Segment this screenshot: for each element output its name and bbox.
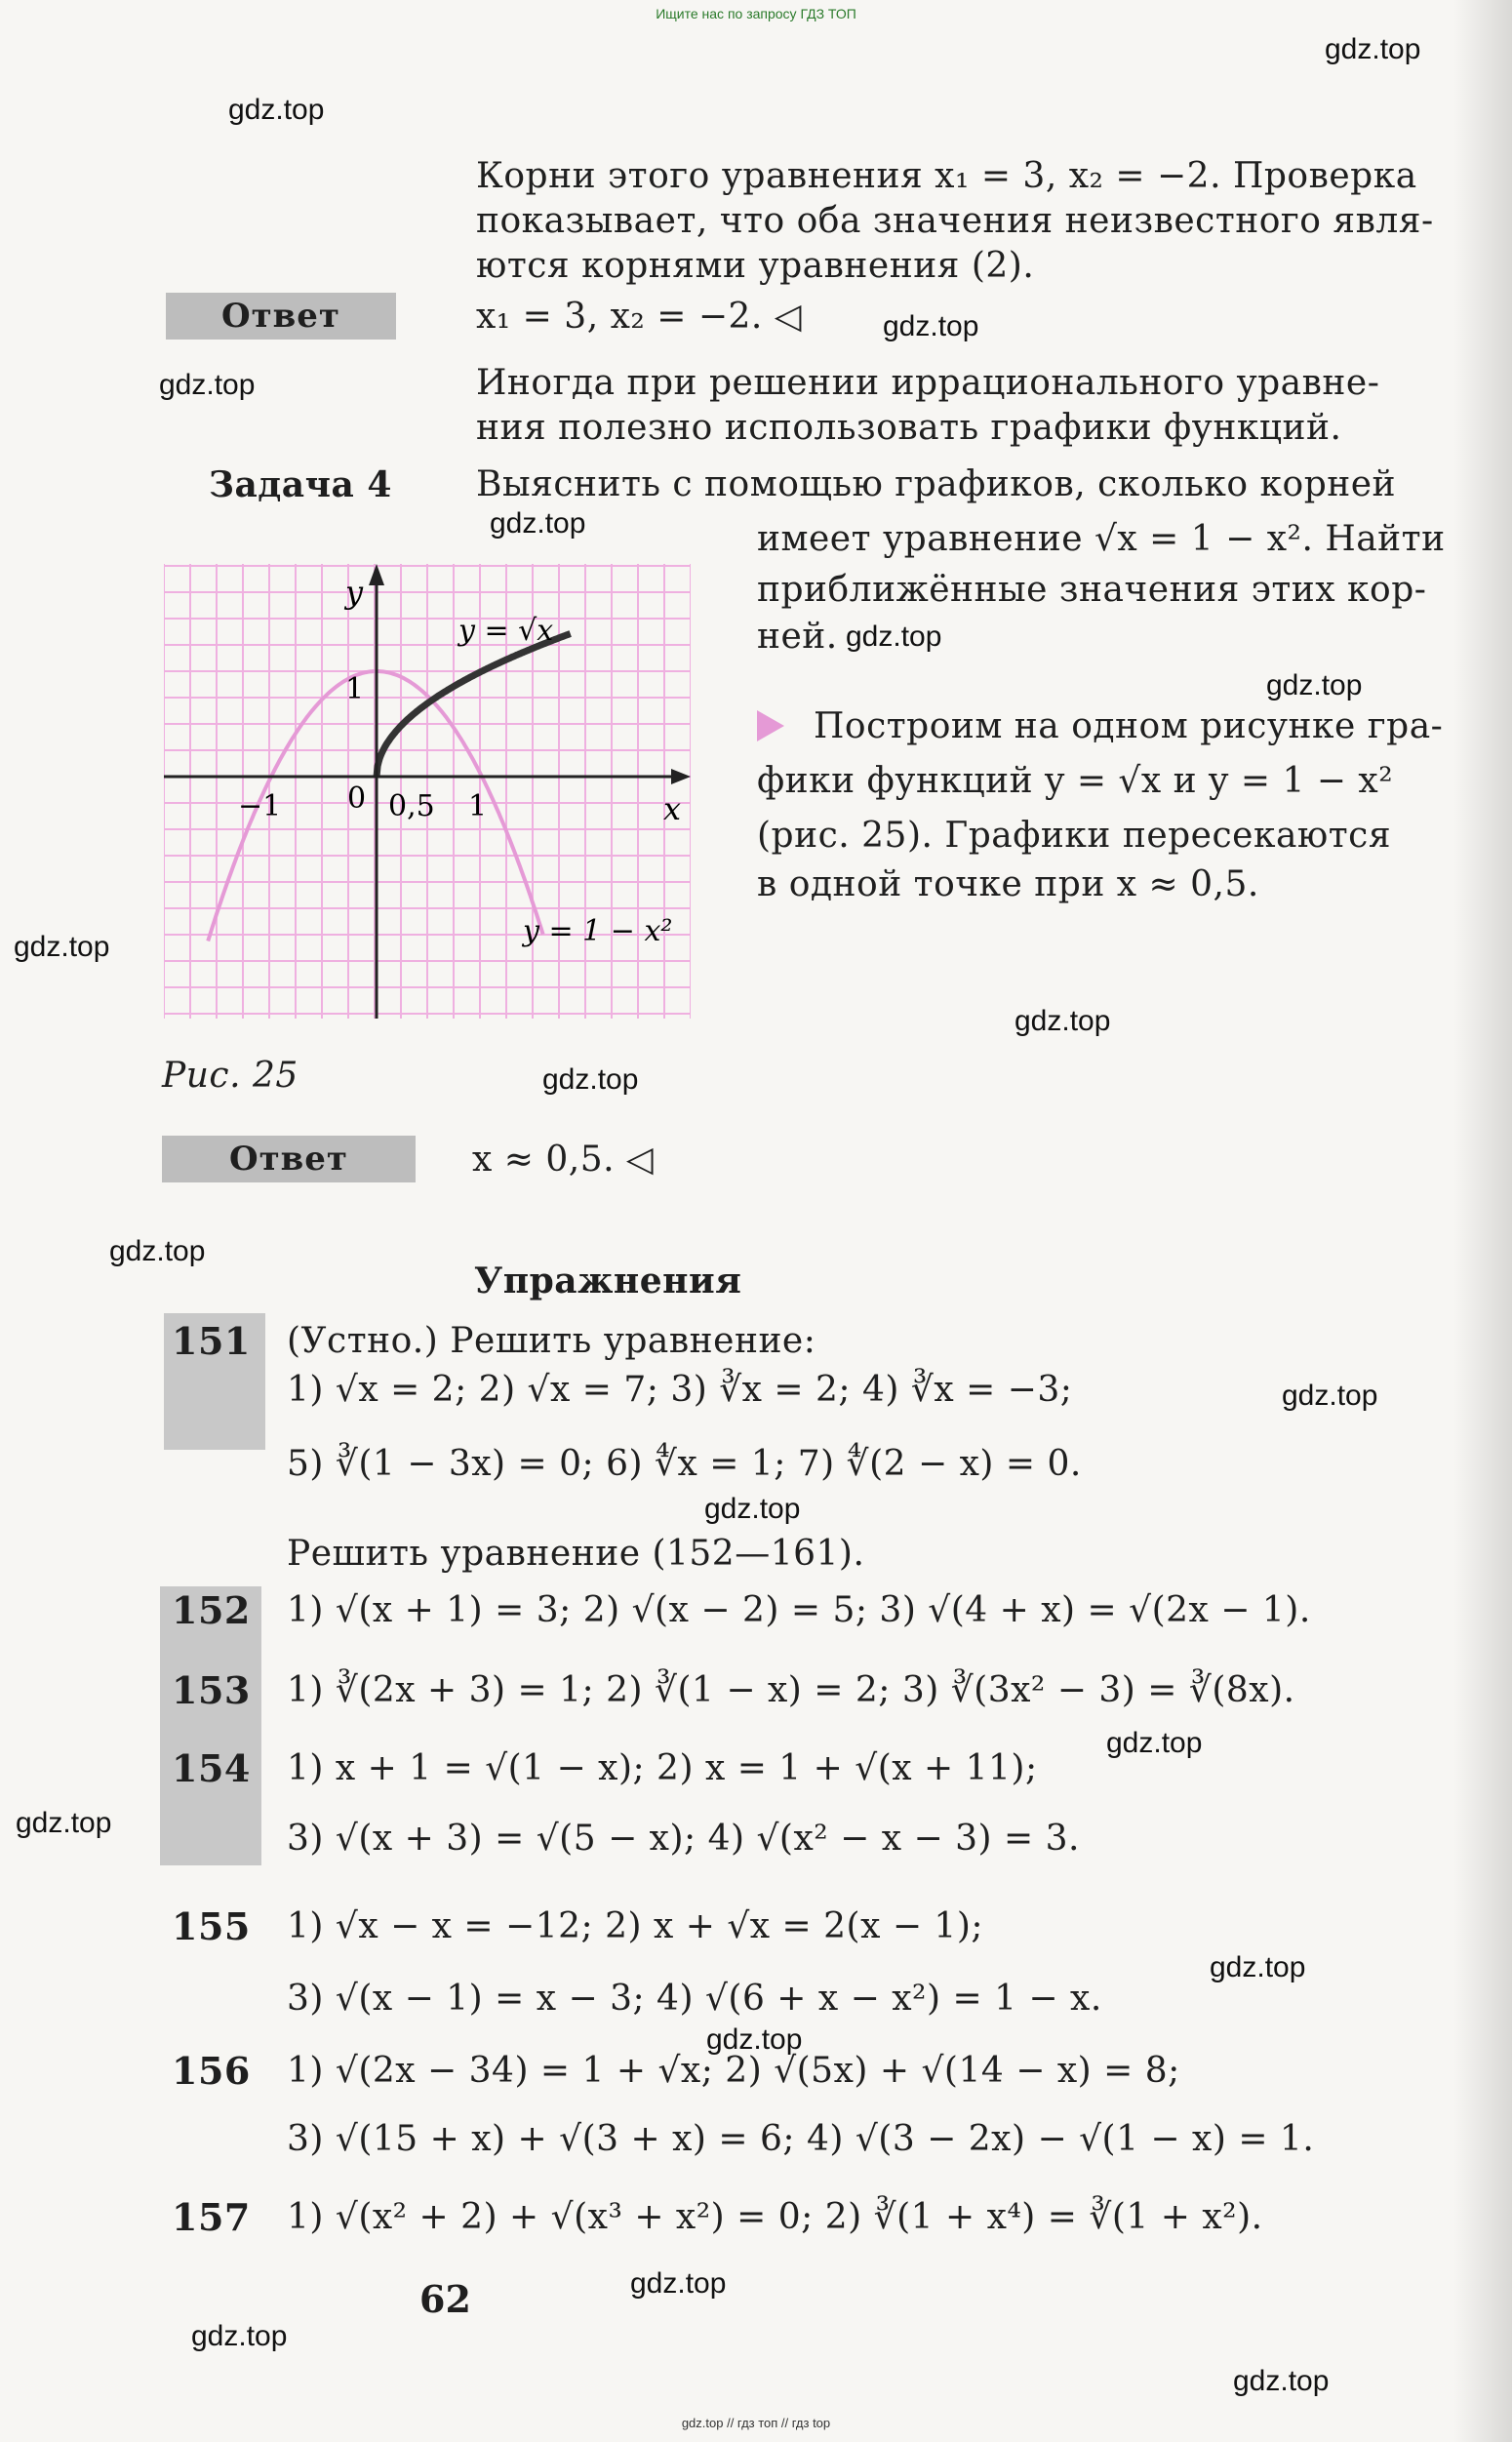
parabola-label: y = 1 − x²	[523, 914, 673, 948]
tick-label: 1	[468, 789, 488, 823]
text-line: Корни этого уравнения x₁ = 3, x₂ = −2. Проверка	[476, 156, 1417, 196]
exercise-line: 3) √(x + 3) = √(5 − x); 4) √(x² − x − 3) = 3.	[287, 1819, 1080, 1859]
watermark: gdz.top	[191, 2320, 288, 2352]
exercise-number: 152	[172, 1588, 251, 1632]
y-axis-label: y	[345, 574, 364, 611]
figure-caption: Рис. 25	[162, 1056, 298, 1096]
watermark: gdz.top	[159, 369, 256, 401]
text-line: имеет уравнение √x = 1 − x². Найти	[757, 519, 1446, 559]
watermark: gdz.top	[1106, 1727, 1203, 1759]
section-heading: Упражнения	[474, 1261, 742, 1301]
watermark: gdz.top	[883, 310, 979, 342]
text-line: в одной точке при x ≈ 0,5.	[757, 864, 1259, 904]
exercise-line: 1) √x = 2; 2) √x = 7; 3) ∛x = 2; 4) ∛x = −3;	[287, 1370, 1073, 1410]
exercise-number: 155	[172, 1904, 251, 1948]
answer-label: Ответ	[166, 293, 396, 340]
watermark: gdz.top	[16, 1807, 112, 1839]
text-line: показывает, что оба значения неизвестного явля-	[476, 201, 1434, 241]
function-graph	[164, 564, 691, 1019]
exercise-number: 153	[172, 1668, 251, 1712]
watermark: gdz.top	[846, 621, 942, 653]
exercise-line: 3) √(15 + x) + √(3 + x) = 6; 4) √(3 − 2x) − √(1 − x) = 1.	[287, 2119, 1315, 2159]
text-line: ются корнями уравнения (2).	[476, 246, 1035, 286]
exercise-line: 1) x + 1 = √(1 − x); 2) x = 1 + √(x + 11);	[287, 1748, 1038, 1788]
watermark: gdz.top	[1282, 1380, 1378, 1412]
exercise-number: 154	[172, 1746, 251, 1790]
sqrt-curve	[377, 634, 571, 778]
bottom-note: gdz.top // гдз топ // гдз top	[681, 2416, 831, 2430]
watermark: gdz.top	[14, 931, 110, 963]
exercise-number: 157	[172, 2195, 251, 2239]
watermark: gdz.top	[704, 1493, 801, 1525]
solution-marker-icon	[757, 710, 784, 741]
exercise-line: 1) √(x² + 2) + √(x³ + x²) = 0; 2) ∛(1 + x⁴) = ∛(1 + x²).	[287, 2197, 1263, 2237]
watermark: gdz.top	[1015, 1005, 1111, 1037]
watermark: gdz.top	[542, 1063, 639, 1096]
watermark: gdz.top	[630, 2267, 727, 2300]
text-line: (рис. 25). Графики пересекаются	[757, 816, 1392, 856]
sqrt-label: y = √x	[458, 614, 554, 648]
watermark: gdz.top	[1233, 2365, 1330, 2397]
tick-label: 1	[345, 672, 365, 706]
y-axis-arrow-icon	[369, 564, 384, 585]
text-line: приближённые значения этих кор-	[757, 570, 1427, 610]
top-note: Ищите нас по запросу ГДЗ ТОП	[656, 6, 856, 21]
answer-label: Ответ	[162, 1136, 416, 1182]
exercise-number: 151	[172, 1319, 251, 1363]
answer-text: x₁ = 3, x₂ = −2. ◁	[476, 297, 803, 337]
text-line: Построим на одном рисунке гра-	[814, 706, 1444, 746]
exercise-line: 3) √(x − 1) = x − 3; 4) √(6 + x − x²) = 1 − x.	[287, 1979, 1102, 2019]
exercise-line: (Устно.) Решить уравнение:	[287, 1321, 816, 1361]
page-number: 62	[419, 2277, 471, 2321]
tick-label: 0,5	[388, 789, 435, 823]
watermark: gdz.top	[1325, 33, 1421, 65]
exercise-line: 5) ∛(1 − 3x) = 0; 6) ∜x = 1; 7) ∜(2 − x) = 0.	[287, 1444, 1082, 1484]
exercise-line: 1) √(2x − 34) = 1 + √x; 2) √(5x) + √(14 − x) = 8;	[287, 2051, 1180, 2091]
text-line: фики функций y = √x и y = 1 − x²	[757, 761, 1394, 801]
answer-text: x ≈ 0,5. ◁	[472, 1140, 655, 1180]
text-line: Выяснить с помощью графиков, сколько корней	[476, 464, 1397, 504]
exercise-line: Решить уравнение (152—161).	[287, 1534, 865, 1574]
watermark: gdz.top	[706, 2023, 803, 2056]
exercise-line: 1) √(x + 1) = 3; 2) √(x − 2) = 5; 3) √(4 + x) = √(2x − 1).	[287, 1590, 1311, 1630]
exercise-number: 156	[172, 2049, 251, 2093]
tick-label: −1	[238, 789, 282, 823]
text-line: Иногда при решении иррационального уравне-	[476, 363, 1380, 403]
watermark: gdz.top	[490, 507, 586, 540]
watermark: gdz.top	[109, 1235, 206, 1267]
exercise-line: 1) √x − x = −12; 2) x + √x = 2(x − 1);	[287, 1906, 984, 1946]
watermark: gdz.top	[1266, 669, 1363, 701]
x-axis-arrow-icon	[671, 769, 691, 784]
task-heading: Задача 4	[209, 464, 392, 505]
page-edge-shadow	[1453, 0, 1512, 2442]
watermark: gdz.top	[1210, 1951, 1306, 1983]
exercise-line: 1) ∛(2x + 3) = 1; 2) ∛(1 − x) = 2; 3) ∛(3x² − 3) = ∛(8x).	[287, 1670, 1295, 1710]
text-line: ния полезно использовать графики функций.	[476, 408, 1342, 448]
watermark: gdz.top	[228, 94, 325, 126]
text-line: ней.	[757, 617, 838, 657]
x-axis-label: x	[663, 790, 682, 827]
tick-label: 0	[347, 781, 367, 816]
